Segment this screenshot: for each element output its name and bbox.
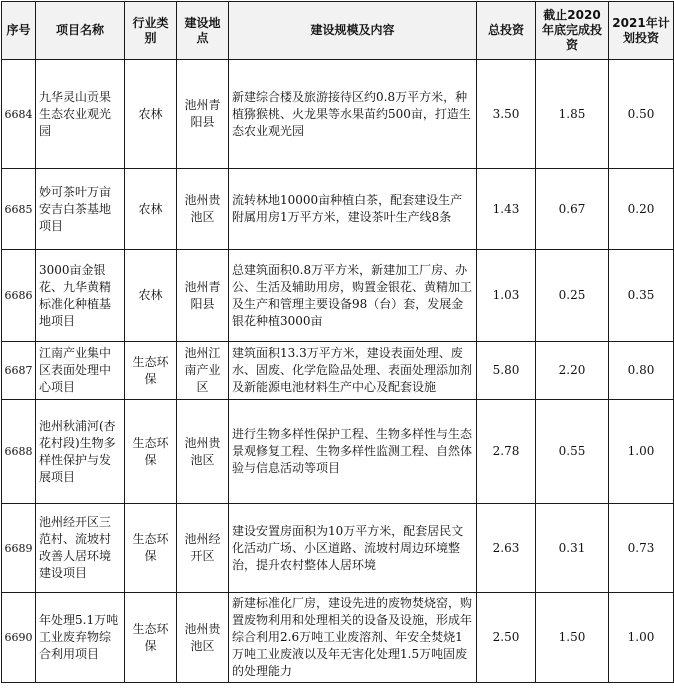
cell-id: 6690 — [2, 593, 36, 683]
cell-plan: 0.50 — [609, 60, 674, 169]
cell-industry: 生态环保 — [125, 504, 177, 593]
cell-plan: 0.35 — [609, 250, 674, 342]
cell-plan: 0.20 — [609, 169, 674, 250]
cell-content: 建筑面积13.3万平方米，建设表面处理、废水、固废、化学危险品处理、表面处理添加剂及新能源电池材料生产中心及配套设施 — [229, 342, 477, 400]
cell-done: 0.31 — [536, 504, 609, 593]
cell-id: 6686 — [2, 250, 36, 342]
cell-id: 6684 — [2, 60, 36, 169]
cell-content: 建设安置房面积为10万平方米，配套居民文化活动广场、小区道路、流坡村周边环境整治，提升农村整体人居环境 — [229, 504, 477, 593]
cell-location: 池州江南产业区 — [177, 342, 229, 400]
cell-name: 年处理5.1万吨工业废弃物综合利用项目 — [36, 593, 125, 683]
header-id: 序号 — [2, 2, 36, 60]
cell-industry: 农林 — [125, 169, 177, 250]
cell-industry: 生态环保 — [125, 593, 177, 683]
cell-industry: 生态环保 — [125, 400, 177, 504]
cell-total: 2.78 — [477, 400, 536, 504]
cell-id: 6685 — [2, 169, 36, 250]
header-industry: 行业类别 — [125, 2, 177, 60]
cell-id: 6688 — [2, 400, 36, 504]
table-header — [2, 2, 674, 60]
cell-location: 池州经开区 — [177, 504, 229, 593]
cell-total: 2.50 — [477, 593, 536, 683]
cell-plan: 0.73 — [609, 504, 674, 593]
cell-content: 总建筑面积0.8万平方米，新建加工厂房、办公、生活及辅助用房，购置金银花、黄精加工及生产和管理主要设备98（台）套，发展金银花种植3000亩 — [229, 250, 477, 342]
cell-total: 1.43 — [477, 169, 536, 250]
cell-industry: 农林 — [125, 250, 177, 342]
cell-industry: 生态环保 — [125, 342, 177, 400]
cell-plan: 0.80 — [609, 342, 674, 400]
cell-location: 池州贵池区 — [177, 593, 229, 683]
cell-location: 池州青阳县 — [177, 60, 229, 169]
cell-id: 6689 — [2, 504, 36, 593]
cell-name: 池州秋浦河(杏花村段)生物多样性保护与发展项目 — [36, 400, 125, 504]
cell-location: 池州贵池区 — [177, 169, 229, 250]
cell-name: 3000亩金银花、九华黄精标准化种植基地项目 — [36, 250, 125, 342]
cell-content: 流转林地10000亩种植白茶，配套建设生产附属用房1万平方米，建设茶叶生产线8条 — [229, 169, 477, 250]
cell-content: 进行生物多样性保护工程、生物多样性与生态景观修复工程、生物多样性监测工程、自然体验与信息活动等项目 — [229, 400, 477, 504]
cell-done: 2.20 — [536, 342, 609, 400]
cell-total: 5.80 — [477, 342, 536, 400]
cell-plan: 1.00 — [609, 593, 674, 683]
table-row — [2, 504, 674, 593]
cell-done: 0.25 — [536, 250, 609, 342]
header-done: 截止2020年底完成投资 — [536, 2, 609, 60]
cell-name: 江南产业集中区表面处理中心项目 — [36, 342, 125, 400]
cell-done: 0.67 — [536, 169, 609, 250]
header-total: 总投资 — [477, 2, 536, 60]
cell-id: 6687 — [2, 342, 36, 400]
table-body — [2, 60, 674, 683]
table-row — [2, 169, 674, 250]
table-row — [2, 60, 674, 169]
cell-location: 池州青阳县 — [177, 250, 229, 342]
cell-total: 1.03 — [477, 250, 536, 342]
cell-done: 1.50 — [536, 593, 609, 683]
cell-total: 2.63 — [477, 504, 536, 593]
cell-content: 新建标准化厂房，建设先进的废物焚烧窑，购置废物利用和处理相关的设备及设施，形成年综合利用2.6万吨工业废溶剂、年安全焚烧1万吨工业废液以及年无害化处理1.5万吨固废的处理能力 — [229, 593, 477, 683]
table-row — [2, 250, 674, 342]
cell-total: 3.50 — [477, 60, 536, 169]
table-row — [2, 593, 674, 683]
header-name: 项目名称 — [36, 2, 125, 60]
project-table — [1, 1, 674, 683]
cell-name: 九华灵山贡果生态农业观光园 — [36, 60, 125, 169]
cell-industry: 农林 — [125, 60, 177, 169]
header-location: 建设地点 — [177, 2, 229, 60]
cell-name: 妙可茶叶万亩安吉白茶基地项目 — [36, 169, 125, 250]
cell-done: 1.85 — [536, 60, 609, 169]
table-row — [2, 400, 674, 504]
header-content: 建设规模及内容 — [229, 2, 477, 60]
cell-name: 池州经开区三范村、流坡村改善人居环境建设项目 — [36, 504, 125, 593]
header-row — [2, 2, 674, 60]
cell-plan: 1.00 — [609, 400, 674, 504]
cell-location: 池州贵池区 — [177, 400, 229, 504]
cell-content: 新建综合楼及旅游接待区约0.8万平方米，种植猕猴桃、火龙果等水果苗约500亩，打造生态农业观光园 — [229, 60, 477, 169]
table-row — [2, 342, 674, 400]
cell-done: 0.55 — [536, 400, 609, 504]
header-plan: 2021年计划投资 — [609, 2, 674, 60]
